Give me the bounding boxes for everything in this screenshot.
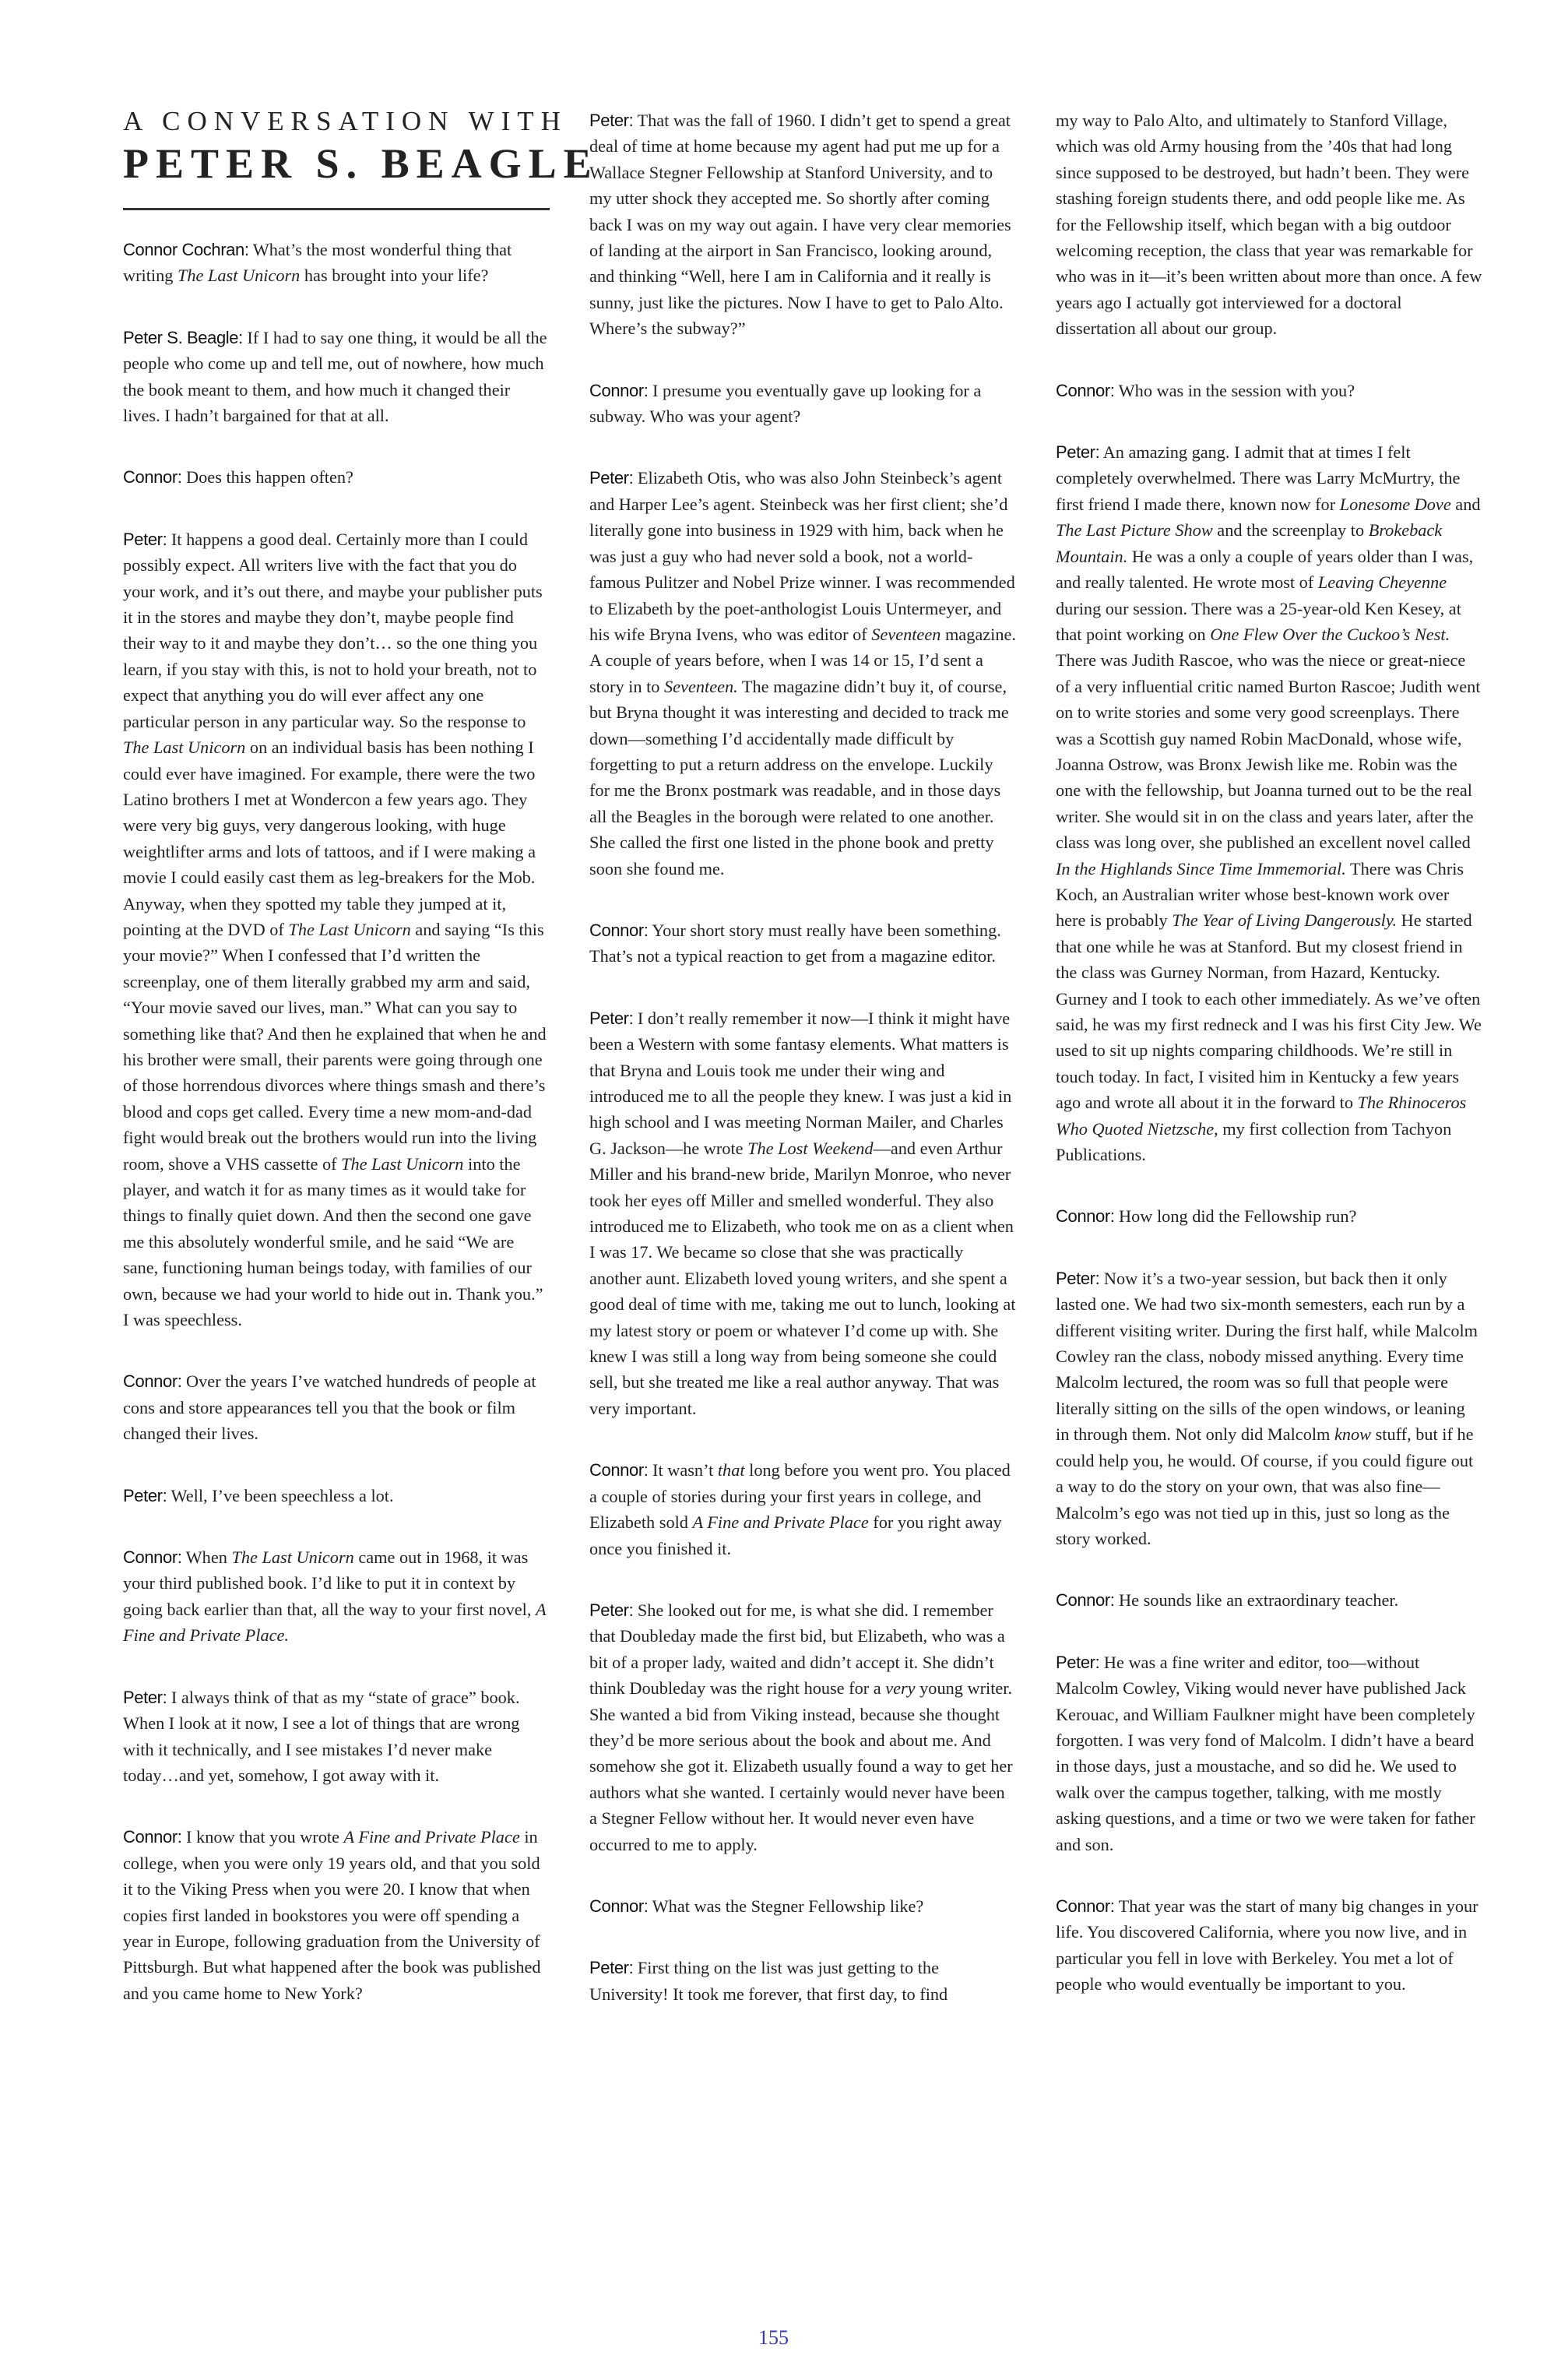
- paragraph-text: long before you went pro. You placed a couple of stories during your first years in college, and Elizabeth sold: [589, 1460, 1011, 1533]
- speaker-name: Connor Cochran:: [123, 240, 249, 259]
- paragraph-text: and: [1450, 494, 1481, 514]
- italic-title-text: A Fine and Private Place.: [123, 1599, 547, 1646]
- paragraph-text: What was the Stegner Fellowship like?: [652, 1896, 924, 1916]
- speaker-name: Peter:: [589, 468, 634, 488]
- paragraph-text: Does this happen often?: [186, 467, 353, 488]
- speaker-name: Peter:: [1056, 442, 1100, 463]
- paragraph-text: into the player, and watch it for as many times as it would take for things to finally quiet down. And then the second one gave me this absolutely wonderful smile, and he said “We are sane, functioning human beings today, with families of our own, because we had your world to hide out in. Thank you.” I was speechless.: [123, 1153, 543, 1330]
- paragraph-text: He was a only a couple of years older than I was, and really talented. He wrote most of: [1056, 546, 1474, 593]
- paragraph-text: and saying “Is this your movie?” When I confessed that I’d written the screenplay, one of them literally grabbed my arm and said, “Your movie saved our lives, man.” What can you say to something like that? And then he explained that when he and his brother were small, their parents were going through one of those horrendous divorces where things smash and there’s blood and cops get called. Every time a new mom-and-dad fight would break out the brothers would run into the living room, shove a VHS cassette of: [123, 919, 547, 1174]
- paragraph-text: He sounds like an extraordinary teacher.: [1119, 1590, 1399, 1611]
- speaker-name: Peter:: [589, 1600, 634, 1620]
- speaker-name: Connor:: [123, 1827, 182, 1847]
- italic-title-text: One Flew Over the Cuckoo’s Nest.: [1210, 624, 1450, 644]
- paragraph-text: came out in 1968, it was your third published book. I’d like to put it in context by going back earlier than that, all the way to your first novel,: [123, 1547, 536, 1619]
- speaker-name: Peter S. Beagle:: [123, 327, 243, 347]
- paragraph-text: I know that you wrote: [186, 1827, 344, 1847]
- speaker-name: Connor:: [589, 380, 649, 400]
- interview-paragraph: [589, 1955, 1016, 2007]
- paragraph-text: for you right away once you finished it.: [589, 1512, 1002, 1558]
- paragraph-text: , my first collection from Tachyon Publications.: [1056, 1118, 1452, 1165]
- paragraph-text: Now it’s a two-year session, but back then it only lasted one. We had two six-month semesters, each run by a different visiting writer. During the first half, while Malcolm Cowley ran the class, nobody missed anything. Every time Malcolm lectured, the room was so full that people were literally sitting on the sills of the open windows, or leaning in through them. Not only did Malcolm: [1056, 1268, 1478, 1445]
- speaker-name: Connor:: [123, 1547, 182, 1568]
- speaker-name: Connor:: [123, 1371, 182, 1392]
- italic-title-text: The Last Unicorn: [341, 1153, 464, 1174]
- interview-paragraph: [1056, 107, 1482, 342]
- speaker-name: Peter:: [589, 1008, 634, 1028]
- paragraph-text: He started that one while he was at Stanford. But my closest friend in the class was Gurney Norman, from Hazard, Kentucky. Gurney and I took to each other immediately. As we’ve often said, he was my first redneck and I was his first City Jew. We used to sit up nights comparing childhoods. We’re still in touch today. In fact, I visited him in Kentucky a few years ago and wrote all about it in the forward to: [1056, 910, 1482, 1113]
- interview-paragraph: [123, 526, 550, 1333]
- paragraph-text: There was Judith Rascoe, who was the niece or great-niece of a very influential critic named Burton Rascoe; Judith went on to write stories and some very good screenplays. There was a Scottish guy named Robin MacDonald, whose wife, Joanna Ostrow, was Bronx Jewish like me. Robin was the one with the fellowship, but Joanna turned out to be the real writer. She would sit in on the class and years later, after the class was long over, she published an excellent novel called: [1056, 650, 1481, 853]
- interview-paragraph: [1056, 378, 1482, 403]
- paragraph-text: That year was the start of many big changes in your life. You discovered California, where you now live, and in particular you fell in love with Berkeley. You met a lot of people who would eventually be important to you.: [1056, 1896, 1478, 1994]
- paragraph-text: The magazine didn’t buy it, of course, but Bryna thought it was interesting and decided to track me down—something I’d accidentally made difficult by forgetting to put a return address on the envelope. Luckily for me the Bronx postmark was readable, and in those days all the Beagles in the borough were related to one another. She called the first one listed in the phone book and pretty soon she found me.: [589, 676, 1009, 878]
- paragraph-text: That was the fall of 1960. I didn’t get to spend a great deal of time at home because my agent had put me up for a Wallace Stegner Fellowship at Stanford University, and to my utter shock they accepted me. So shortly after coming back I was on my way out again. I have very clear memories of landing at the airport in San Francisco, looking around, and thinking “Well, here I am in California and it really is sunny, just like the pictures. Now I have to get to Palo Alto. Where’s the subway?”: [589, 111, 1011, 339]
- paragraph-text: in college, when you were only 19 years old, and that you sold it to the Viking Press when you were 20. I know that when copies first landed in bookstores you were off spending a year in Europe, following graduation from the University of Pittsburgh. But what happened after the book was published and you came home to New York?: [123, 1827, 541, 2003]
- interview-paragraph: [589, 107, 1016, 342]
- paragraph-text: my way to Palo Alto, and ultimately to Stanford Village, which was old Army housing from the ’40s that had long since supposed to be destroyed, but hadn’t been. They were stashing foreign students there, and odd people like me. As for the Fellowship itself, which began with a big outdoor welcoming reception, the class that year was remarkable for who was in it—it’s been written about more than once. A few years ago I actually got interviewed for a doctoral dissertation all about our group.: [1056, 111, 1482, 339]
- interview-paragraph: [589, 465, 1016, 882]
- speaker-name: Peter:: [123, 1485, 167, 1505]
- italic-title-text: The Last Unicorn: [123, 738, 246, 758]
- italic-title-text: very: [885, 1678, 916, 1699]
- speaker-name: Connor:: [1056, 380, 1115, 400]
- paragraph-text: I always think of that as my “state of grace” book. When I look at it now, I see a lot of things that are wrong with it technically, and I see mistakes I’d never make today…and yet, somehow, I got away with it.: [123, 1687, 520, 1785]
- column-2-entries: [589, 107, 1016, 2007]
- speaker-name: Peter:: [1056, 1652, 1100, 1672]
- title-line-2: PETER S. BEAGLE: [123, 140, 599, 187]
- italic-title-text: A Fine and Private Place: [343, 1827, 520, 1847]
- speaker-name: Connor:: [1056, 1206, 1115, 1227]
- paragraph-text: What’s the most wonderful thing that writing: [123, 240, 512, 286]
- paragraph-text: during our session. There was a 25-year-old Ken Kesey, at that point working on: [1056, 598, 1461, 644]
- speaker-name: Peter:: [589, 111, 634, 130]
- paragraph-text: —and even Arthur Miller and his brand-new bride, Marilyn Monroe, who never took her eyes off Miller and smelled wonderful. They also introduced me to Elizabeth, who took me on as a client when I was 17. We became so close that she was practically another aunt. Elizabeth loved young writers, and she spent a good deal of time with me, taking me out to lunch, looking at my latest story or poem or whatever I’d come up with. She knew I was still a long way from being someone she could sell, but she treated me like a real author anyway. That was very important.: [589, 1138, 1016, 1418]
- italic-title-text: The Rhinoceros Who Quoted Nietzsche: [1056, 1093, 1467, 1139]
- paragraph-text: He was a fine writer and editor, too—without Malcolm Cowley, Viking would never have published Jack Kerouac, and William Faulkner might have been completely forgotten. I was very fond of Malcolm. I didn’t have a beard in those days, just a moustache, and so did he. We used to walk over the campus together, talking, with me mostly asking questions, and a time or two we were taken for father and son.: [1056, 1652, 1475, 1854]
- interview-paragraph: [1056, 439, 1482, 1167]
- paragraph-text: It happens a good deal. Certainly more than I could possibly expect. All writers live with the fact that you do your work, and it’s out there, and maybe your publisher puts it in the stores and maybe they don’t, maybe people find their way to it and maybe they don’t… so the one thing you learn, if you stay with this, is not to hold your breath, not to expect that anything you do will ever affect any one particular person in any particular way. So the response to: [123, 529, 543, 731]
- paragraph-text: She looked out for me, is what she did. I remember that Doubleday made the first bid, but Elizabeth, who was a bit of a proper lady, waited and didn’t accept it. She didn’t think Doubleday was the right house for a: [589, 1600, 1005, 1699]
- italic-title-text: The Last Picture Show: [1056, 520, 1213, 540]
- paragraph-text: Elizabeth Otis, who was also John Steinbeck’s agent and Harper Lee’s agent. Steinbeck was her first client; she’d literally gone into business in 1929 with him, back when he was just a guy who had never sold a book, not a world-famous Pulitzer and Nobel Prize winner. I was recommended to Elizabeth by the poet-anthologist Louis Untermeyer, and his wife Bryna Ivens, who was editor of: [589, 468, 1015, 644]
- italic-title-text: that: [717, 1460, 745, 1480]
- speaker-name: Connor:: [1056, 1590, 1115, 1611]
- interview-paragraph: [589, 378, 1016, 430]
- speaker-name: Peter:: [589, 1958, 634, 1978]
- italic-title-text: In the Highlands Since Time Immemorial.: [1056, 858, 1346, 878]
- paragraph-text: has brought into your life?: [300, 266, 489, 286]
- speaker-name: Peter:: [1056, 1268, 1100, 1288]
- interview-paragraph: [1056, 1893, 1482, 1998]
- interview-paragraph: [123, 1544, 550, 1649]
- speaker-name: Connor:: [123, 467, 182, 488]
- italic-title-text: Lonesome Dove: [1339, 494, 1451, 514]
- italic-title-text: know: [1334, 1424, 1372, 1445]
- italic-title-text: The Last Unicorn: [231, 1547, 354, 1568]
- column-1: [123, 106, 599, 2042]
- italic-title-text: Seventeen: [871, 624, 941, 644]
- interview-paragraph: [589, 1597, 1016, 1857]
- italic-title-text: Leaving Cheyenne: [1317, 572, 1447, 593]
- speaker-name: Connor:: [1056, 1896, 1115, 1916]
- column-2: [589, 107, 1016, 2043]
- interview-paragraph: [589, 1893, 1016, 1919]
- interview-paragraph: [123, 1368, 550, 1446]
- paragraph-text: An amazing gang. I admit that at times I felt completely overwhelmed. There was Larry McMurtry, the first friend I made there, known now for: [1056, 442, 1461, 514]
- interview-paragraph: [589, 1457, 1016, 1561]
- title-line-1: A CONVERSATION WITH: [123, 106, 568, 136]
- italic-title-text: A Fine and Private Place: [692, 1512, 869, 1533]
- interview-paragraph: [123, 325, 550, 429]
- italic-title-text: Brokeback Mountain.: [1056, 520, 1443, 566]
- interview-paragraph: [123, 1685, 550, 1789]
- italic-title-text: The Year of Living Dangerously.: [1172, 910, 1398, 931]
- interview-paragraph: [589, 917, 1016, 970]
- column-3: [1056, 107, 1482, 2033]
- paragraph-text: young writer. She wanted a bid from Viking instead, because she thought they’d be more serious about the book and about me. And somehow she got it. Elizabeth usually found a way to get her authors what she wanted. I certainly would never have been a Stegner Fellow without her. It would never even have occurred to me to apply.: [589, 1678, 1013, 1854]
- interview-paragraph: [123, 1483, 550, 1509]
- column-3-entries: [1056, 107, 1482, 1998]
- paragraph-text: How long did the Fellowship run?: [1119, 1206, 1357, 1227]
- italic-title-text: The Last Unicorn: [177, 266, 301, 286]
- paragraph-text: Over the years I’ve watched hundreds of people at cons and store appearances tell you that the book or film changed their lives.: [123, 1371, 536, 1444]
- paragraph-text: I presume you eventually gave up looking for a subway. Who was your agent?: [589, 380, 982, 427]
- speaker-name: Peter:: [123, 529, 167, 549]
- italic-title-text: The Lost Weekend: [747, 1138, 874, 1158]
- speaker-name: Connor:: [589, 1460, 649, 1480]
- interview-paragraph: [1056, 1266, 1482, 1551]
- paragraph-text: stuff, but if he could help you, he would. Of course, if you could figure out a way to do the story on your own, that was also fine—Malcolm’s ego was not tied up in this, just so long as the story worked.: [1056, 1424, 1474, 1548]
- interview-paragraph: [1056, 1587, 1482, 1613]
- page-number: 155: [758, 2326, 789, 2349]
- column-1-entries: [123, 237, 550, 2006]
- interview-paragraph: [123, 464, 550, 490]
- interview-paragraph: [123, 237, 550, 289]
- interview-paragraph: [1056, 1203, 1482, 1229]
- title-divider: [123, 208, 550, 210]
- italic-title-text: Seventeen.: [664, 676, 738, 696]
- interview-paragraph: [1056, 1649, 1482, 1857]
- speaker-name: Connor:: [589, 920, 649, 940]
- paragraph-text: If I had to say one thing, it would be all the people who come up and tell me, out of nowhere, how much the book meant to them, and how much it changed their lives. I hadn’t bargained for that at all.: [123, 327, 547, 426]
- interview-paragraph: [589, 1005, 1016, 1422]
- paragraph-text: Who was in the session with you?: [1118, 380, 1355, 400]
- paragraph-text: It wasn’t: [652, 1460, 718, 1480]
- paragraph-text: Well, I’ve been speechless a lot.: [171, 1485, 394, 1505]
- paragraph-text: I don’t really remember it now—I think it might have been a Western with some fantasy elements. What matters is that Bryna and Louis took me under their wing and introduced me to all the people they knew. I was just a kid in high school and I was meeting Norman Mailer, and Charles G. Jackson—he wrote: [589, 1008, 1012, 1158]
- paragraph-text: There was Chris Koch, an Australian writer whose best-known work over here is probably: [1056, 858, 1464, 931]
- paragraph-text: When: [185, 1547, 232, 1568]
- italic-title-text: The Last Unicorn: [288, 919, 411, 939]
- speaker-name: Connor:: [589, 1896, 649, 1916]
- paragraph-text: and the screenplay to: [1212, 520, 1369, 540]
- interview-paragraph: [123, 1824, 550, 2006]
- paragraph-text: Your short story must really have been something. That’s not a typical reaction to get from a magazine editor.: [589, 920, 1001, 966]
- paragraph-text: First thing on the list was just getting to the University! It took me forever, that first day, to find: [589, 1958, 948, 2004]
- paragraph-text: magazine. A couple of years before, when I was 14 or 15, I’d sent a story in to: [589, 624, 1016, 696]
- paragraph-text: on an individual basis has been nothing I could ever have imagined. For example, there were the two Latino brothers I met at Wondercon a few years ago. They were very big guys, very dangerous looking, with huge weightlifter arms and lots of tattoos, and if I were making a movie I could easily cast them as leg-breakers for the Mob. Anyway, when they spotted my table they jumped at it, pointing at the DVD of: [123, 738, 536, 939]
- speaker-name: Peter:: [123, 1687, 167, 1707]
